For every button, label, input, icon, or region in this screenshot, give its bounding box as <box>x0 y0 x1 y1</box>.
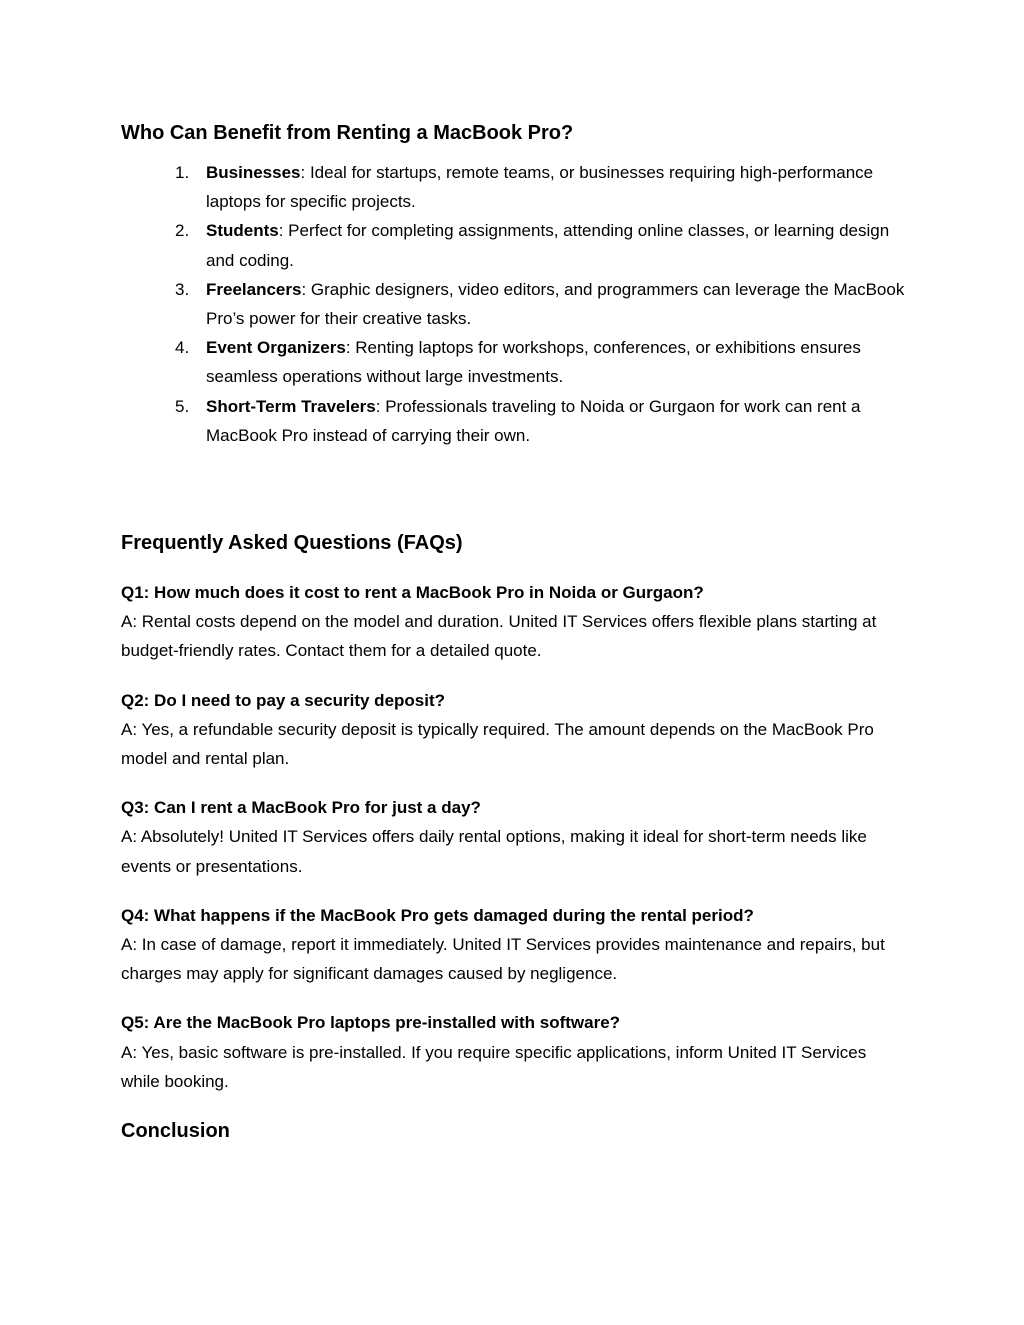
benefit-text: : Perfect for completing assignments, attending online classes, or learning design and coding. <box>206 221 890 270</box>
faq-heading: Frequently Asked Questions (FAQs) <box>121 532 463 555</box>
benefit-item-freelancers <box>121 275 906 333</box>
benefit-item-short-term-travelers <box>121 392 906 450</box>
faq-item <box>121 901 906 989</box>
faq-answer: A: In case of damage, report it immediately. United IT Services provides maintenance and repairs, but charges may apply for significant damages caused by negligence. <box>121 935 885 984</box>
faq-question: Q2: Do I need to pay a security deposit? <box>121 690 446 710</box>
benefit-text: : Professionals traveling to Noida or Gurgaon for work can rent a MacBook Pro instead of carrying their own. <box>206 396 861 445</box>
benefit-item-event-organizers <box>121 333 906 391</box>
faq-question: Q1: How much does it cost to rent a MacBook Pro in Noida or Gurgaon? <box>121 583 704 603</box>
list-number: 4. <box>175 338 190 358</box>
faq-question: Q4: What happens if the MacBook Pro gets damaged during the rental period? <box>121 905 754 925</box>
faq-answer: A: Absolutely! United IT Services offers daily rental options, making it ideal for short-term needs like events or presentations. <box>121 827 867 876</box>
faq-item <box>121 793 906 881</box>
list-number: 5. <box>175 396 190 416</box>
benefits-heading: Who Can Benefit from Renting a MacBook Pro? <box>121 122 574 144</box>
faq-answer: A: Yes, basic software is pre-installed. If you require specific applications, inform United IT Services while booking. <box>121 1042 867 1091</box>
benefit-item-businesses <box>121 158 906 216</box>
benefit-term: Event Organizers <box>206 338 346 358</box>
benefit-term: Freelancers <box>206 279 302 299</box>
benefit-text: : Ideal for startups, remote teams, or businesses requiring high-performance laptops for specific projects. <box>206 163 874 212</box>
faq-question: Q3: Can I rent a MacBook Pro for just a day? <box>121 798 481 818</box>
faq-item <box>121 578 906 666</box>
faq-question: Q5: Are the MacBook Pro laptops pre-installed with software? <box>121 1013 621 1033</box>
benefits-list <box>121 158 906 450</box>
benefit-term: Businesses <box>206 163 301 182</box>
benefit-term: Students <box>206 221 279 241</box>
conclusion-heading: Conclusion <box>121 1120 230 1143</box>
benefit-text: : Renting laptops for workshops, conferences, or exhibitions ensures seamless operations without large investments. <box>206 338 861 387</box>
list-number: 3. <box>175 279 190 299</box>
faq-item <box>121 686 906 774</box>
benefit-item-students <box>121 216 906 274</box>
faq-answer: A: Yes, a refundable security deposit is typically required. The amount depends on the MacBook Pro model and rental plan. <box>121 719 874 769</box>
list-number: 1. <box>175 163 190 182</box>
list-number: 2. <box>175 221 190 241</box>
benefit-term: Short-Term Travelers <box>206 396 376 416</box>
benefit-text: : Graphic designers, video editors, and programmers can leverage the MacBook Pro’s power for their creative tasks. <box>206 279 905 329</box>
document-content <box>121 118 906 1146</box>
faq-item <box>121 1008 906 1096</box>
faq-answer: A: Rental costs depend on the model and duration. United IT Services offers flexible plans starting at budget-friendly rates. Contact them for a detailed quote. <box>121 612 877 661</box>
